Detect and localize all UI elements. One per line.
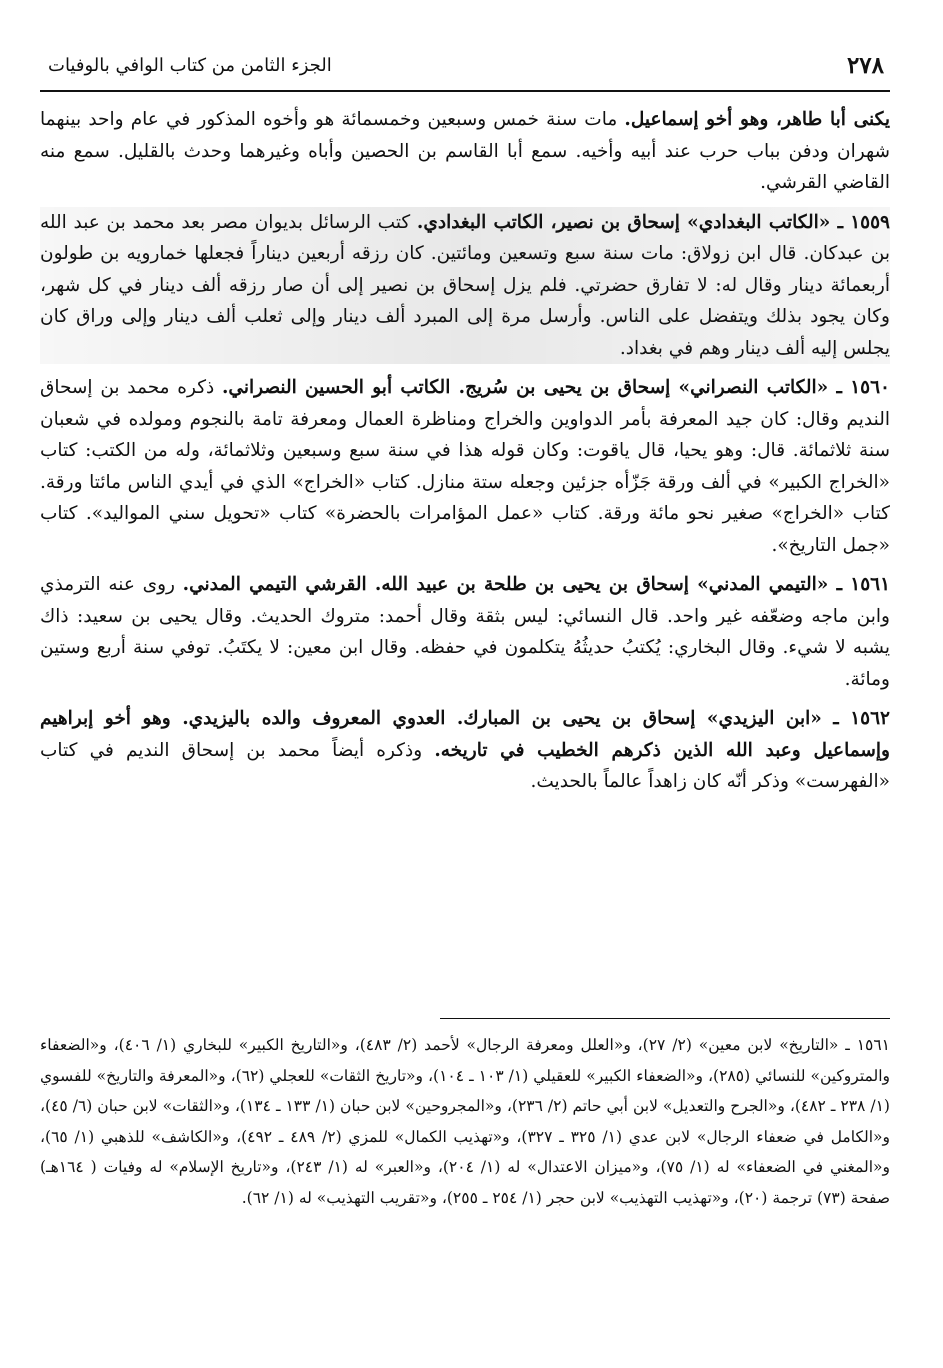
entry-1559-text: كتب الرسائل بديوان مصر بعد محمد بن عبد الله بن عبدكان. قال ابن زولاق: مات سنة سبع وتسعين ومائتين. كان رزقه أربعين ديناراً فجعلها خمارويه بن طولون أربعمائة دينار وقال له: لا تفارق حضرتي. فلم يزل إسحاق بن نصير إلى أن صار رزقه ألف دينار في كل شهر، وكان يجود بذلك ويتفضل على الناس. وأرسل مرة إلى المبرد ألف دينار وإلى ثعلب ألف دينار وإلى وراق كان يجلس إليه ألف دينار وهم في بغداد. — [40, 211, 890, 359]
page-number: ٢٧٨ — [846, 51, 884, 79]
entry-1561-heading: ١٥٦١ ـ «التيمي المدني» إسحاق بن يحيى بن طلحة بن عبيد الله. القرشي التيمي المدني. — [182, 574, 891, 595]
continuation-text: مات سنة خمس وسبعين وخمسمائة هو وأخوه المذكور في عام واحد بينهما شهران ودفن بباب حرب عند أبيه وأخيه. سمع أبا القاسم بن الحصين وأباه وغيرهما وحدث بالقليل. سمع منه القاضي القرشي. — [40, 109, 890, 193]
entry-1562-text: وذكره أيضاً محمد بن إسحاق النديم في كتاب «الفهرست» وذكر أنّه كان زاهداً عالماً بالحديث. — [40, 739, 890, 792]
running-title: الجزء الثامن من كتاب الوافي بالوفيات — [48, 54, 332, 76]
entry-1561 — [40, 569, 890, 695]
continuation-paragraph — [40, 104, 890, 199]
footnote-divider — [440, 1018, 890, 1019]
footnotes — [40, 1030, 890, 1213]
continuation-lead: يكنى أبا طاهر، وهو أخو إسماعيل. — [624, 109, 890, 130]
page-header — [40, 40, 890, 92]
book-page — [40, 40, 890, 1340]
entry-1560 — [40, 372, 890, 561]
entry-1559 — [40, 207, 890, 365]
entry-1562 — [40, 703, 890, 798]
main-text — [40, 104, 890, 798]
entry-1560-heading: ١٥٦٠ ـ «الكاتب النصراني» إسحاق بن يحيى بن سُريج. الكاتب أبو الحسين النصراني. — [221, 377, 890, 398]
entry-1562-heading: ١٥٦٢ ـ «ابن اليزيدي» إسحاق بن يحيى بن المبارك. العدوي المعروف والده باليزيدي. وهو أخو إبراهيم وإسماعيل وعبد الله الذين ذكرهم الخطيب في تاريخه. — [40, 708, 890, 761]
entry-1559-heading: ١٥٥٩ ـ «الكاتب البغدادي» إسحاق بن نصير، الكاتب البغدادي. — [416, 211, 890, 233]
entry-1560-text: ذكره محمد بن إسحاق النديم وقال: كان جيد المعرفة بأمر الدواوين والخراج ومناظرة العمال ومعرفة تامة بالنجوم ومولده في شعبان سنة ثلاثمائة. قال: وهو يحيا، قال ياقوت: وكان قوله هذا في سنة سبع وسبعين وثلاثمائة، وله من الكتب: كتاب «الخراج الكبير» في ألف ورقة جَزّأه جزئين وجعله ستة منازل. كتاب «الخراج» الذي في أيدي الناس مائتا ورقة. كتاب «الخراج» صغير نحو مائة ورقة. كتاب «عمل المؤامرات بالحضرة» كتاب «تحويل سني المواليد». كتاب «جمل التاريخ». — [40, 377, 890, 556]
entry-1561-text: روى عنه الترمذي وابن ماجه وضعّفه غير واحد. قال النسائي: ليس بثقة وقال أحمد: متروك الحديث. وقال يحيى بن سعيد: ذاك يشبه لا شيء. وقال البخاري: يُكتبُ حديثُهُ يتكلمون في حفظه. وقال ابن معين: لا يكتَبُ. توفي سنة أربع وستين ومائة. — [40, 574, 890, 690]
footnote-1561: ١٥٦١ ـ «التاريخ» لابن معين» (٢/ ٢٧)، و«العلل ومعرفة الرجال» لأحمد (٢/ ٤٨٣)، و«التاريخ الكبير» للبخاري (١/ ٤٠٦)، و«الضعفاء والمتروكين» للنسائي (٢٨٥)، و«الضعفاء الكبير» للعقيلي (١/ ١٠٣ ـ ١٠٤)، و«تاريخ الثقات» للعجلي (٦٢)، و«المعرفة والتاريخ» للفسوي (١/ ٢٣٨ ـ ٤٨٢)، و«الجرح والتعديل» لابن أبي حاتم (٢/ ٢٣٦)، و«المجروحين» لابن حبان (١/ ١٣٣ ـ ١٣٤)، و«الثقات» لابن حبان (٦/ ٤٥)، و«الكامل في ضعفاء الرجال» لابن عدي (١/ ٣٢٥ ـ ٣٢٧)، و«تهذيب الكمال» للمزي (٢/ ٤٨٩ ـ ٤٩٢)، و«الكاشف» للذهبي (١/ ٦٥)، و«المغني في الضعفاء» له (١/ ٧٥)، و«ميزان الاعتدال» له (١/ ٢٠٤)، و«العبر» له (١/ ٢٤٣)، و«تاريخ الإسلام» له وفيات ( ١٦٤هـ) صفحة (٧٣) ترجمة (٢٠)، و«تهذيب التهذيب» لابن حجر (١/ ٢٥٤ ـ ٢٥٥)، و«تقريب التهذيب» له (١/ ٦٢). — [40, 1036, 891, 1207]
